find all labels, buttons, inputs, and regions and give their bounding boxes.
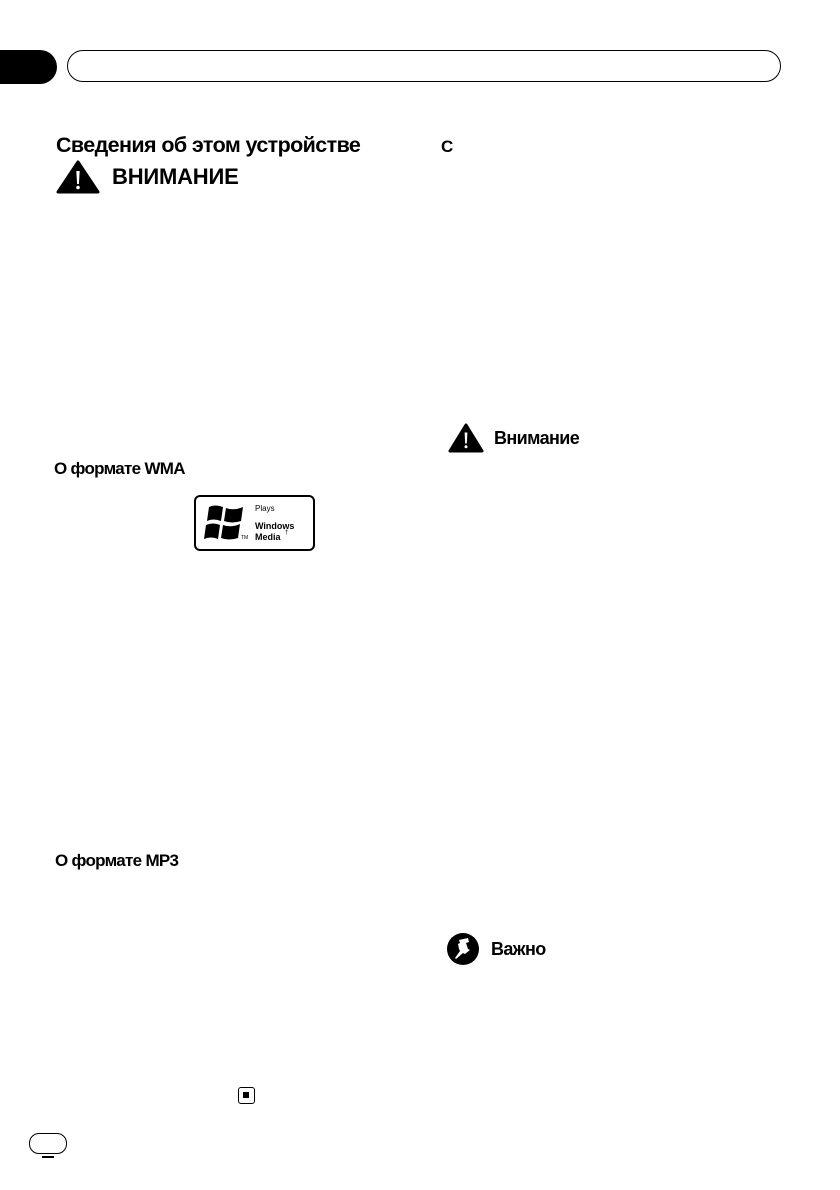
pushpin-icon	[446, 932, 480, 966]
logo-dagger-mark: †	[285, 530, 289, 536]
logo-windows-text: Windows	[255, 521, 295, 531]
logo-plays-text: Plays	[255, 504, 275, 513]
caution-triangle-icon	[448, 423, 484, 453]
mp3-heading: О формате MP3	[55, 851, 179, 870]
logo-media-text: Media	[255, 532, 281, 542]
chapter-tab	[0, 50, 57, 84]
important-heading	[446, 932, 546, 966]
page-number-badge	[29, 1133, 67, 1154]
trademark-mark: TM	[241, 535, 249, 541]
windows-media-logo	[194, 495, 315, 551]
section-title: Сведения об этом устройстве	[56, 133, 361, 157]
warning-heading	[56, 160, 239, 194]
section-title-bar	[67, 50, 781, 82]
caution-heading	[448, 423, 579, 453]
end-of-section-icon	[238, 1087, 255, 1104]
important-label: Важно	[491, 938, 546, 959]
column-heading: C	[441, 137, 454, 156]
warning-triangle-icon	[56, 160, 100, 194]
wma-heading: О формате WMA	[54, 459, 185, 478]
caution-label: Внимание	[494, 427, 580, 448]
warning-label: ВНИМАНИЕ	[112, 164, 239, 189]
language-marker-line	[42, 1156, 54, 1158]
